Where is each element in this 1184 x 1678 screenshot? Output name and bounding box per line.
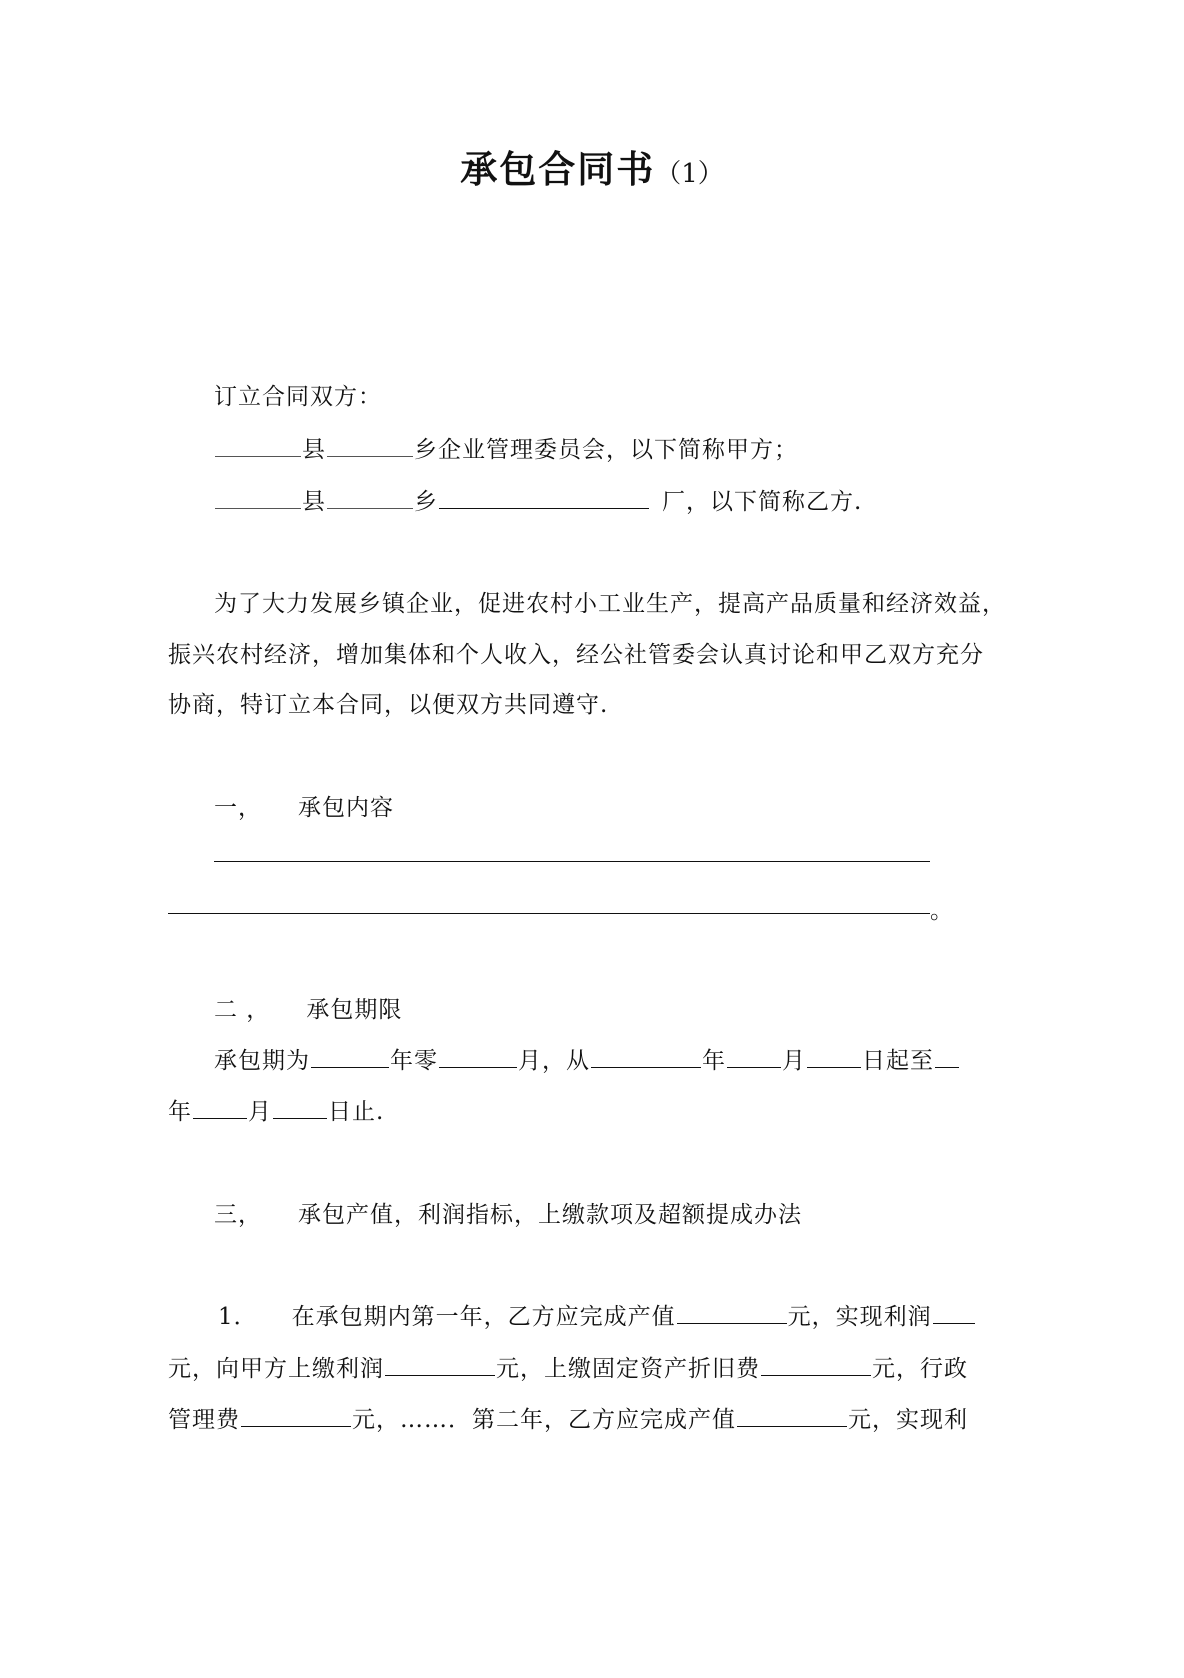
item-text: 元，……．第二年，乙方应完成产值 xyxy=(352,1407,736,1433)
section-3-heading xyxy=(214,1200,802,1230)
section-3-title: 承包产值，利润指标，上缴款项及超额提成办法 xyxy=(298,1202,802,1228)
start-day-blank xyxy=(807,1046,861,1068)
document-title xyxy=(0,148,1184,192)
item-text: 元，实现利 xyxy=(848,1407,968,1433)
item-text: 元，上缴固定资产折旧费 xyxy=(496,1356,760,1382)
start-year-blank xyxy=(591,1046,701,1068)
term-text: 月 xyxy=(248,1099,272,1125)
end-year-blank xyxy=(935,1046,959,1068)
section-2-title: 承包期限 xyxy=(306,997,403,1023)
term-text: 年 xyxy=(168,1099,192,1125)
parties-intro: 订立合同双方： xyxy=(214,384,382,410)
item-text: 元，向甲方上缴利润 xyxy=(168,1356,384,1382)
term-text: 月 xyxy=(782,1048,806,1074)
preamble-line-2: 振兴农村经济，增加集体和个人收入，经公社管委会认真讨论和甲乙双方充分 xyxy=(168,642,984,668)
term-line-1 xyxy=(214,1046,960,1076)
county-blank xyxy=(215,487,301,509)
factory-blank xyxy=(439,487,649,509)
county-blank xyxy=(215,435,301,457)
term-text: 日起至 xyxy=(862,1048,934,1074)
section-1-number: 一， xyxy=(214,795,262,821)
party-a-county: 县 xyxy=(302,437,326,463)
section-1-heading xyxy=(214,793,394,823)
start-month-blank xyxy=(727,1046,781,1068)
party-a-line xyxy=(214,435,798,465)
term-text: 日止. xyxy=(328,1099,385,1125)
profit-blank xyxy=(933,1302,975,1324)
party-a-township: 乡企业管理委员会，以下简称甲方； xyxy=(414,437,798,463)
section-1-title: 承包内容 xyxy=(298,795,394,821)
years-blank xyxy=(311,1046,389,1068)
section-2-number: 二 ， xyxy=(214,997,271,1023)
item-1-line-2 xyxy=(168,1354,968,1384)
item-text: 元，实现利润 xyxy=(787,1304,932,1330)
item-1-line-1 xyxy=(218,1302,976,1332)
township-blank xyxy=(327,487,413,509)
term-text: 年零 xyxy=(390,1048,438,1074)
admin-fee-blank xyxy=(241,1405,351,1427)
term-text: 年 xyxy=(702,1048,726,1074)
item-1-number: 1． xyxy=(218,1304,258,1330)
party-b-line xyxy=(214,487,862,517)
end-month-blank xyxy=(193,1097,247,1119)
term-text: 月，从 xyxy=(518,1048,590,1074)
profit-payment-blank xyxy=(385,1354,495,1376)
term-text: 承包期为 xyxy=(214,1048,310,1074)
title-main: 承包合同书 xyxy=(460,148,656,191)
preamble-line-3: 协商，特订立本合同，以便双方共同遵守. xyxy=(168,692,609,718)
output-value-blank xyxy=(677,1302,787,1324)
party-b-suffix: 厂，以下简称乙方. xyxy=(662,489,863,515)
content-end-mark: 。 xyxy=(930,898,954,924)
year-2-output-blank xyxy=(737,1405,847,1427)
party-b-county: 县 xyxy=(302,489,326,515)
township-blank xyxy=(327,435,413,457)
end-day-blank xyxy=(273,1097,327,1119)
section-3-number: 三， xyxy=(214,1202,262,1228)
content-blank-line-1 xyxy=(214,861,930,862)
term-line-2 xyxy=(168,1097,384,1127)
item-1-line-3 xyxy=(168,1405,968,1435)
item-text: 管理费 xyxy=(168,1407,240,1433)
section-2-heading xyxy=(214,995,402,1025)
item-text: 元，行政 xyxy=(872,1356,968,1382)
item-text: 在承包期内第一年，乙方应完成产值 xyxy=(291,1304,676,1330)
party-b-township: 乡 xyxy=(414,489,438,515)
title-sub: （1） xyxy=(655,159,724,189)
content-blank-line-2 xyxy=(168,913,930,914)
depreciation-blank xyxy=(761,1354,871,1376)
months-blank xyxy=(439,1046,517,1068)
preamble-line-1: 为了大力发展乡镇企业，促进农村小工业生产，提高产品质量和经济效益， xyxy=(214,591,1006,617)
